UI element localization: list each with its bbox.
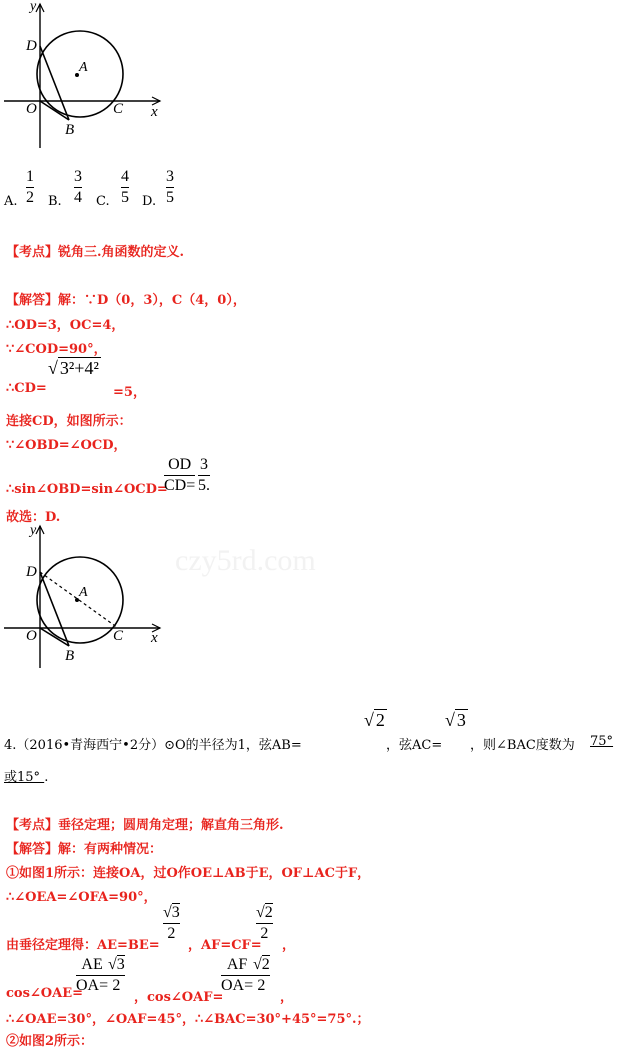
- sol4-line5-f2-radicand: 3: [116, 956, 125, 973]
- sol4-line4-fraction-1: [163, 904, 180, 943]
- sol4-line5-f4-den: 2: [257, 977, 266, 994]
- q4-line1-b: ，弦AC=: [386, 738, 443, 753]
- q3-line3: ∵∠COD=90°，: [6, 342, 107, 357]
- sol4-kaodian-text: 垂径定理；圆周角定理；解直角三角形.: [58, 818, 284, 833]
- choice-c-num: 4: [121, 168, 129, 185]
- q3-line7-f1-num: OD: [168, 456, 192, 473]
- q3-line4-radicand: 3²+4²: [59, 358, 99, 378]
- label-c: C: [113, 628, 124, 644]
- q3-line7-f2-den: 5.: [198, 477, 210, 494]
- sol4-line5-f3-num: AF: [226, 956, 248, 973]
- sol4-line4-fraction-2: [256, 904, 273, 943]
- label-d: D: [26, 564, 37, 580]
- choice-a-num: 1: [26, 168, 34, 185]
- sol4-line4-f2-num: √2: [256, 904, 273, 921]
- choice-d-label: D.: [142, 194, 157, 209]
- choice-d-num: 3: [166, 168, 174, 185]
- sol4-line4-f1-den: 2: [167, 925, 176, 942]
- q3-kaodian-text: 锐角三.角函数的定义.: [58, 245, 185, 260]
- sol4-line3: ∴∠OEA=∠OFA=90°，: [6, 890, 157, 905]
- q3-line4-suffix: =5，: [113, 385, 146, 400]
- sol4-line5-prefix: cos∠OAE=: [6, 986, 84, 1001]
- q3-jieda-line1: [6, 289, 246, 308]
- sol4-line5-suffix: ，: [280, 990, 294, 1005]
- sol4-line5-f4-radicand: 2: [261, 956, 270, 973]
- q3-line6: ∵∠OBD=∠OCD，: [6, 438, 127, 453]
- q3-kaodian-tag: 【考点】: [6, 245, 59, 260]
- choice-b-num: 3: [74, 168, 82, 185]
- sol4-line4-f2-den: 2: [260, 925, 269, 942]
- label-a: A: [79, 60, 88, 75]
- label-o: O: [26, 628, 37, 644]
- q3-line7-fraction-3-5: [198, 456, 210, 495]
- sol4-line4-f1-radicand: 3: [171, 904, 180, 921]
- q3-line8: 故选：D.: [6, 510, 61, 525]
- sol4-line2: ①如图1所示：连接OA，过O作OE⊥AB于E，OF⊥AC于F，: [6, 866, 371, 881]
- sol4-line4-f2-radicand: 2: [264, 904, 273, 921]
- q4-line1-c: ，则∠BAC度数为: [470, 738, 575, 753]
- label-y: y: [30, 523, 37, 538]
- figure-2-circle-diagram: [0, 520, 470, 670]
- sol4-line4-prefix: 由垂径定理得：AE=BE=: [6, 938, 160, 953]
- sol4-jieda-tag: 【解答】: [6, 842, 59, 857]
- sol4-line5-f1-num: AE: [81, 956, 103, 973]
- q3-jieda-tag: 【解答】: [6, 293, 59, 308]
- sol4-jieda-line1: [6, 838, 162, 857]
- q4-sqrt-ab-radicand: 2: [375, 710, 385, 730]
- figure-1-circle-diagram: [0, 0, 170, 150]
- q3-line5: 连接CD，如图所示：: [6, 414, 132, 429]
- sol4-line5-fraction-ae-oa: [76, 956, 108, 995]
- q4-answer-part2: 或15°: [4, 770, 45, 785]
- q4-sqrt-ac: √ 3: [445, 710, 466, 730]
- q3-kaodian: [6, 241, 184, 260]
- sol4-line6: ∴∠OAE=30°，∠OAF=45°，∴∠BAC=30°+45°=75°.；: [6, 1012, 370, 1027]
- label-a: A: [79, 585, 88, 600]
- sol4-line5-mid: ，cos∠OAF=: [134, 990, 224, 1005]
- sol4-line5-f4-num: √2: [253, 956, 270, 973]
- choice-a-fraction: [26, 168, 34, 207]
- choice-d-fraction: [166, 168, 174, 207]
- choice-a-den: 2: [26, 189, 34, 206]
- sol4-kaodian: [6, 814, 284, 833]
- q3-line7-fraction-od-cd: [164, 456, 195, 495]
- q3-line7-prefix: ∴sin∠OBD=sin∠OCD=: [6, 482, 168, 497]
- choice-b-fraction: [74, 168, 82, 207]
- watermark: czy5rd.com: [175, 544, 316, 577]
- choice-d-den: 5: [166, 189, 174, 206]
- choice-b-den: 4: [74, 189, 82, 206]
- q4-answer-part1: 75°: [590, 734, 614, 749]
- sol4-line5-fraction-sqrt3-2: [108, 956, 125, 995]
- q3-line4-prefix: ∴CD=: [6, 381, 47, 396]
- sol4-line7: ②如图2所示：: [6, 1034, 94, 1049]
- q4-line2: [4, 766, 48, 785]
- q3-line2: ∴OD=3，OC=4，: [6, 318, 125, 333]
- sol4-line1-text: 解：有两种情况：: [58, 842, 163, 857]
- q3-line1-text: 解：∵D（0，3），C（4，0），: [58, 293, 246, 308]
- choice-b-label: B.: [48, 194, 62, 209]
- label-o: O: [26, 101, 37, 117]
- q4-sqrt-ab: √ 2: [364, 710, 385, 730]
- label-x: x: [151, 104, 158, 120]
- q3-line7-f2-num: 3: [200, 456, 208, 473]
- choice-c-den: 5: [121, 189, 129, 206]
- q4-sqrt-ac-radicand: 3: [456, 710, 466, 730]
- choice-c-label: C.: [96, 194, 110, 209]
- sol4-line5-f2-den: 2: [112, 977, 121, 994]
- q4-line1-a: 4.（2016•青海西宁•2分）⊙O的半径为1，弦AB=: [4, 738, 302, 753]
- sol4-line4-suffix: ，: [282, 938, 296, 953]
- sol4-line4-mid: ，AF=CF=: [188, 938, 262, 953]
- sol4-line5-f2-num: √3: [108, 956, 125, 973]
- choice-a-label: A.: [4, 194, 18, 209]
- sol4-line5-fraction-af-oa: [221, 956, 253, 995]
- label-c: C: [113, 101, 124, 117]
- label-y: y: [30, 0, 37, 14]
- sol4-line4-f1-num: √3: [163, 904, 180, 921]
- sol4-kaodian-tag: 【考点】: [6, 818, 59, 833]
- q4-line2-end: .: [44, 770, 49, 785]
- label-x: x: [151, 630, 158, 646]
- q3-line4-sqrt: √ 3²+4²: [48, 358, 99, 378]
- label-d: D: [26, 38, 37, 54]
- q3-line7-f1-den: CD=: [164, 477, 196, 494]
- label-b: B: [65, 122, 75, 138]
- choice-c-fraction: [121, 168, 129, 207]
- sol4-line5-f1-den: OA=: [76, 977, 109, 994]
- label-b: B: [65, 648, 75, 664]
- sol4-line5-f3-den: OA=: [221, 977, 254, 994]
- sol4-line5-fraction-sqrt2-2: [253, 956, 270, 995]
